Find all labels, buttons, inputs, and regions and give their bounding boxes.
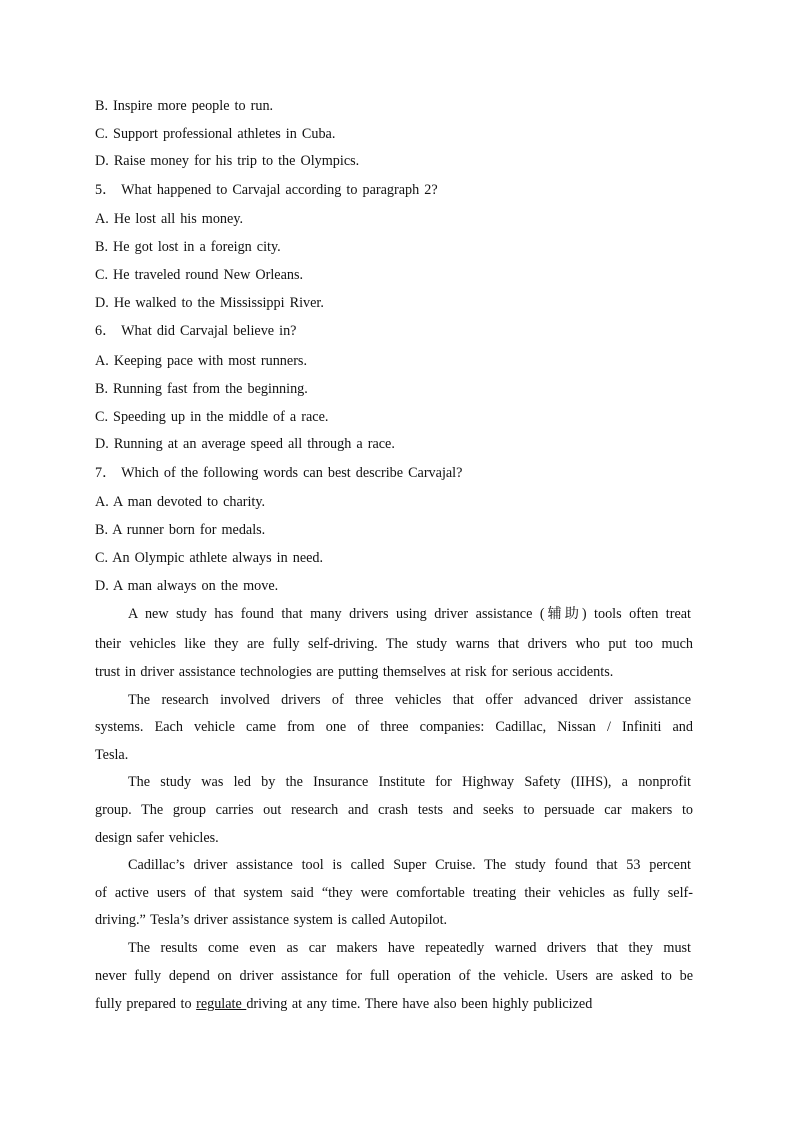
option-5c: C. He traveled round New Orleans. — [95, 267, 304, 283]
option-5d: D. He walked to the Mississippi River. — [95, 295, 324, 311]
option-5b: B. He got lost in a foreign city. — [95, 239, 281, 255]
passage-line: The study was led by the Insurance Institute for Highway Safety (IIHS), a nonprofit — [128, 774, 691, 790]
passage-line: A new study has found that many drivers using driver assistance (辅助) tools often treat — [128, 606, 691, 622]
option-7b: B. A runner born for medals. — [95, 522, 266, 538]
passage-line: never fully depend on driver assistance for full operation of the vehicle. Users are asked to be — [95, 968, 693, 984]
option-6c: C. Speeding up in the middle of a race. — [95, 409, 329, 425]
passage-line: systems. Each vehicle came from one of three companies: Cadillac, Nissan / Infiniti and — [95, 719, 693, 735]
option-7d: D. A man always on the move. — [95, 578, 279, 594]
passage-line: group. The group carries out research and crash tests and seeks to persuade car makers to — [95, 802, 693, 818]
option-6b: B. Running fast from the beginning. — [95, 381, 308, 397]
passage-text: driving at any time. There have also been highly publicized — [246, 996, 593, 1012]
passage-line: Cadillac’s driver assistance tool is called Super Cruise. The study found that 53 percent — [128, 857, 691, 873]
option-7a: A. A man devoted to charity. — [95, 494, 266, 510]
question-6-stem: 6． What did Carvajal believe in? — [95, 323, 297, 339]
passage-line: of active users of that system said “they were comfortable treating their vehicles as fully self- — [95, 885, 693, 901]
option-4c: C. Support professional athletes in Cuba. — [95, 126, 336, 142]
passage-line: The research involved drivers of three vehicles that offer advanced driver assistance — [128, 692, 691, 708]
passage-line: design safer vehicles. — [95, 830, 219, 846]
passage-line: trust in driver assistance technologies are putting themselves at risk for serious accidents. — [95, 664, 614, 680]
option-7c: C. An Olympic athlete always in need. — [95, 550, 324, 566]
passage-line: The results come even as car makers have repeatedly warned drivers that they must — [128, 940, 691, 956]
underlined-word-regulate: regulate — [196, 996, 247, 1012]
option-6a: A. Keeping pace with most runners. — [95, 353, 307, 369]
passage-line: their vehicles like they are fully self-driving. The study warns that drivers who put too much — [95, 636, 693, 652]
passage-line: Tesla. — [95, 747, 129, 763]
passage-text: fully prepared to — [95, 996, 197, 1012]
question-5-stem: 5． What happened to Carvajal according to paragraph 2? — [95, 182, 438, 198]
option-4b: B. Inspire more people to run. — [95, 98, 274, 114]
passage-line — [95, 994, 693, 1014]
option-4d: D. Raise money for his trip to the Olympics. — [95, 153, 360, 169]
option-6d: D. Running at an average speed all through a race. — [95, 436, 395, 452]
question-7-stem: 7． Which of the following words can best describe Carvajal? — [95, 465, 463, 481]
passage-line: driving.” Tesla’s driver assistance system is called Autopilot. — [95, 912, 448, 928]
option-5a: A. He lost all his money. — [95, 211, 244, 227]
